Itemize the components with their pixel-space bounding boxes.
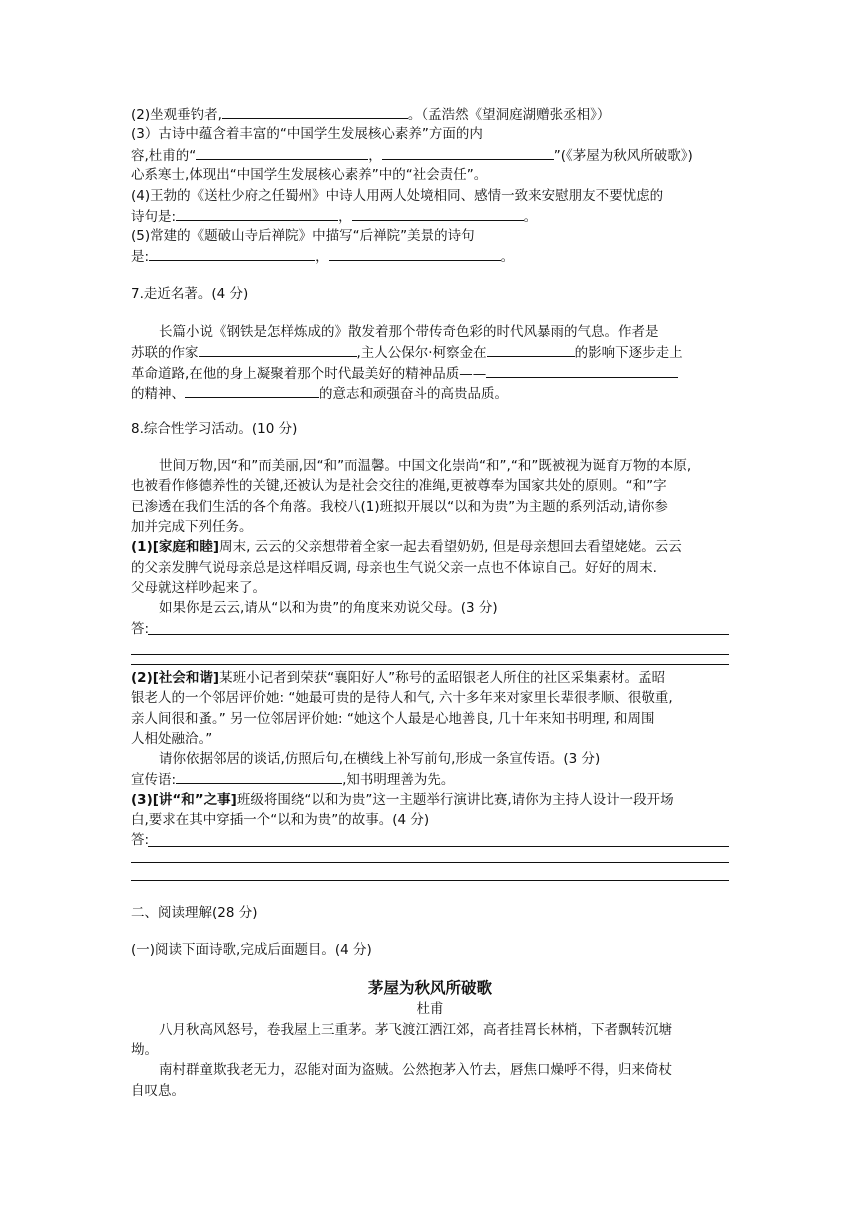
poem-author: 杜甫 [416,1001,444,1017]
q8-intro-line3: 已渗透在我们生活的各个角落。我校八(1)班拟开展以“以和为贵”为主题的系列活动,请你参 [131,499,668,515]
q6-item3-line3: 心系寒士,体现出“中国学生发展核心素养”中的“社会责任”。 [131,167,488,183]
answer-blank[interactable] [486,363,678,378]
answer-line[interactable] [148,846,729,847]
answer-line[interactable] [131,654,729,655]
answer-blank[interactable] [176,769,342,784]
q7-line1: 长篇小说《钢铁是怎样炼成的》散发着那个带传奇色彩的时代风暴雨的气息。作者是 [159,324,659,340]
q8-task2-line1: (2)[社会和谐]某班小记者到荣获“襄阳好人”称号的孟昭银老人所住的社区采集素材。孟昭 [131,670,666,686]
poem-title: 茅屋为秋风所破歌 [367,979,492,997]
answer-blank[interactable] [185,383,319,398]
q8-task2-slogan: 宣传语: ,知书明理善为先。 [131,769,454,790]
answer-blank[interactable] [382,145,554,160]
q8-task1-line2: 的父亲发脾气说母亲总是这样唱反调, 母亲也生气说父亲一点也不体谅自己。好好的周末. [131,560,657,576]
q8-intro-line1: 世间万物,因“和”而美丽,因“和”而温馨。中国文化崇尚“和”,“和”既被视为诞育万物的本原, [159,458,692,474]
q6-item5-line2: 是: ， 。 [131,246,514,267]
q8-task2-line3: 亲人间很和蚤。” 另一位邻居评价她: “她这个人最是心地善良, 几十年来知书明理, 和周围 [131,711,655,727]
q7-line3: 革命道路,在他的身上凝聚着那个时代最美好的精神品质—— [131,363,678,384]
q8-task1-answer-label: 答: [131,621,150,637]
q7-line2: 苏联的作家 ,主人公保尔·柯察金在 的影响下逐步走上 [131,342,683,363]
q7-heading: 7.走近名著。(4 分) [131,286,249,302]
q8-task1-question: 如果你是云云,请从“以和为贵”的角度来劝说父母。(3 分) [159,600,498,616]
answer-blank[interactable] [149,246,315,261]
q7-line4: 的精神、 的意志和顽强奋斗的高贵品质。 [131,383,508,404]
answer-line[interactable] [131,664,729,665]
answer-blank[interactable] [199,342,357,357]
q8-task2-question: 请你依据邻居的谈话,仿照后句,在横线上补写前句,形成一条宣传语。(3 分) [159,751,601,767]
answer-blank[interactable] [176,206,338,221]
q6-item4-line2: 诗句是: ， 。 [131,206,537,227]
task2-tag: (2)[社会和谐] [131,670,220,686]
poem-p1-line2: 坳。 [131,1042,158,1058]
q8-intro-line4: 加并完成下列任务。 [131,519,253,535]
answer-blank[interactable] [487,342,575,357]
answer-line[interactable] [148,634,729,635]
task3-tag: (3)[讲“和”之事] [131,792,237,808]
q8-task2-line4: 人相处融洽。” [131,731,213,747]
q8-heading: 8.综合性学习活动。(10 分) [131,421,298,437]
q8-task1-line1: (1)[家庭和睦]周末, 云云的父亲想带着全家一起去看望奶奶, 但是母亲想回去看望姥姥。云云 [131,539,682,555]
poem-p1-line1: 八月秋高风怒号，卷我屋上三重茅。茅飞渡江洒江郊，高者挂罥长林梢，下者飘转沉塘 [159,1022,672,1038]
q8-intro-line2: 也被看作修德养性的关键,还被认为是社会交往的准绳,更被尊奉为国家共处的原则。“和”字 [131,478,667,494]
answer-blank[interactable] [222,104,408,119]
q8-task3-line1: (3)[讲“和”之事]班级将围绕“以和为贵”这一主题举行演讲比赛,请你为主持人设计一段开场 [131,792,674,808]
q6-item2: (2)坐观垂钓者, 。（孟浩然《望洞庭湖赠张丞相》） [131,104,610,125]
answer-blank[interactable] [329,246,501,261]
poem-p2-line2: 自叹息。 [131,1083,185,1099]
section2-heading: 二、阅读理解(28 分) [131,905,258,921]
answer-line[interactable] [131,880,729,881]
q6-item4-line1: (4)王勃的《送杜少府之任蜀州》中诗人用两人处境相同、感情一致来安慰朋友不要忧虑的 [131,188,664,204]
q6-item5-line1: (5)常建的《题破山寺后禅院》中描写“后禅院”美景的诗句 [131,228,475,244]
q8-task3-line2: 白,要求在其中穿插一个“以和为贵”的故事。(4 分) [131,812,430,828]
q6-item3-line1: (3）古诗中蕴含着丰富的“中国学生发展核心素养”方面的内 [131,126,483,142]
answer-line[interactable] [131,862,729,863]
answer-blank[interactable] [352,206,524,221]
q8-task2-line2: 银老人的一个邻居评价她: “她最可贵的是待人和气, 六十多年来对家里长辈很孝顺、很敬重, [131,690,673,706]
q8-task3-answer-label: 答: [131,832,150,848]
section2-sub1: (一)阅读下面诗歌,完成后面题目。(4 分) [131,942,372,958]
q8-task1-line3: 父母就这样吵起来了。 [131,580,266,596]
answer-blank[interactable] [196,145,368,160]
task1-tag: (1)[家庭和睦] [131,539,220,555]
q6-item3-line2: 容,杜甫的“ ， ”(《茅屋为秋风所破歌》) [131,145,693,166]
poem-p2-line1: 南村群童欺我老无力，忍能对面为盗贼。公然抱茅入竹去，唇焦口燥呼不得，归来倚杖 [159,1062,672,1078]
